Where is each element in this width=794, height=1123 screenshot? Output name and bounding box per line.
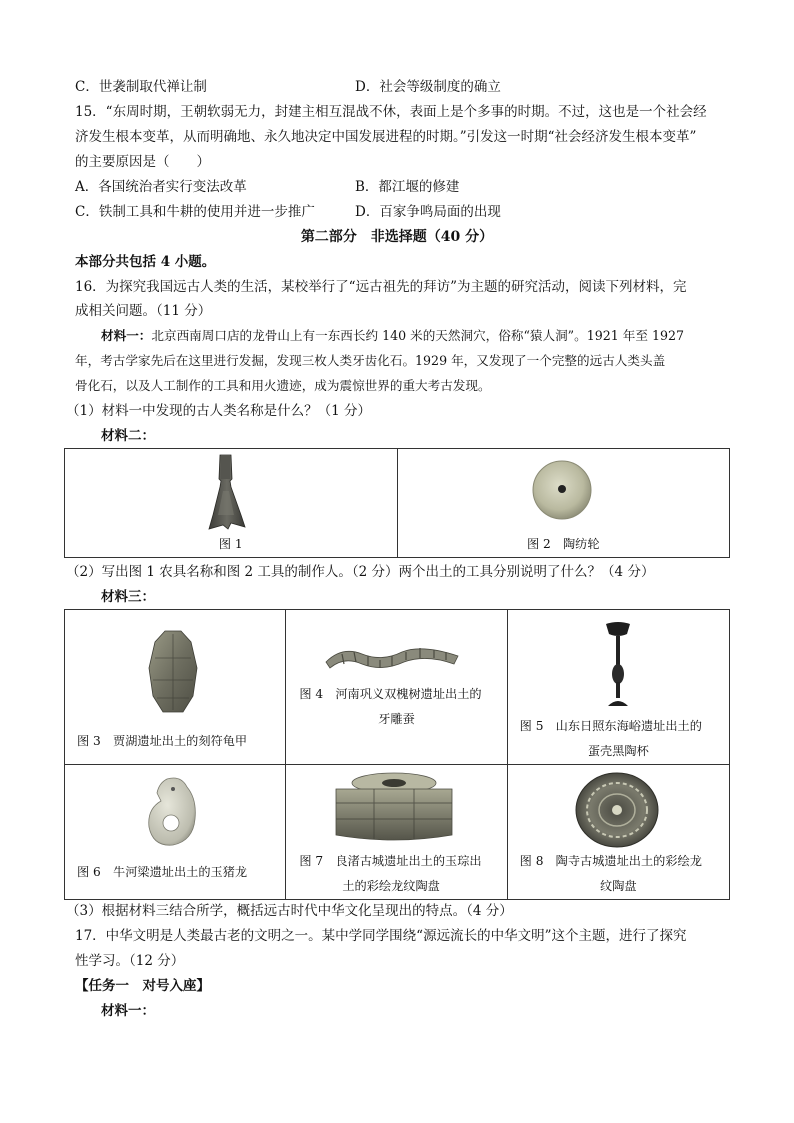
q15-option-d: D．百家争鸣局面的出现 [355, 204, 501, 220]
figure8-caption-line1: 图 8 陶寺古城遗址出土的彩绘龙 [519, 854, 702, 868]
q15-option-c: C．铁制工具和牛耕的使用并进一步推广 [75, 204, 315, 220]
q14-option-c: C．世袭制取代禅让制 [75, 79, 207, 95]
ivory-silkworm-image [322, 640, 462, 674]
figure1-cell [65, 449, 398, 558]
q17-material1-label: 材料一： [101, 1003, 155, 1019]
q15-stem-line1: 15．“东周时期，王朝软弱无力，封建主相互混战不休，表面上是个多事的时期。不过，这也是一个社会经 [75, 104, 707, 120]
q15-option-a: A．各国统治者实行变法改革 [75, 179, 247, 195]
jade-cong-image [334, 769, 454, 845]
figure6-cell [65, 765, 286, 900]
q16-material1-line3: 骨化石，以及人工制作的工具和用火遗迹，成为震惊世界的重大考古发现。 [75, 378, 491, 393]
material3-figure-table [64, 609, 730, 900]
figure5-cell [507, 610, 729, 765]
q16-subquestion-1: （1）材料一中发现的古人类名称是什么？（1 分） [66, 403, 371, 419]
material3-label: 材料三： [101, 589, 155, 605]
figure5-caption-line2: 蛋壳黑陶杯 [587, 744, 649, 758]
part2-intro: 本部分共包括 4 小题。 [75, 254, 216, 270]
material2-figure-table [64, 448, 730, 558]
q17-stem-line1: 17．中华文明是人类最古老的文明之一。某中学同学围绕“源远流长的中华文明”这个主题，进行了探究 [75, 928, 687, 944]
figure3-cell [65, 610, 286, 765]
part2-title: 第二部分 非选择题（40 分） [300, 229, 494, 245]
q16-subquestion-3: （3）根据材料三结合所学，概括远古时代中华文化呈现出的特点。（4 分） [66, 903, 513, 919]
figure7-caption-line2: 土的彩绘龙纹陶盘 [342, 879, 440, 893]
q17-stem-line2: 性学习。（12 分） [75, 953, 185, 969]
inscribed-turtle-shell-image [145, 628, 201, 716]
pottery-spindle-whorl-image [530, 458, 594, 522]
figure2-cell [397, 449, 730, 558]
bronze-spade-image [201, 453, 251, 533]
figure7-caption-line1: 图 7 良渚古城遗址出土的玉琮出 [299, 854, 482, 868]
q16-material1-line2: 年，考古学家先后在这里进行发掘，发现三枚人类牙齿化石。1929 年，又发现了一个完整的远古人类头盖 [75, 353, 666, 368]
eggshell-black-pottery-cup-image [605, 620, 631, 708]
material1-label: 材料一： [101, 328, 152, 343]
figure4-caption-line2: 牙雕蚕 [378, 712, 415, 726]
q16-stem-line1: 16．为探究我国远古人类的生活，某校举行了“远古祖先的拜访”为主题的研究活动，阅读下列材料，完 [75, 279, 687, 295]
figure4-caption-line1: 图 4 河南巩义双槐树遗址出土的 [299, 687, 482, 701]
q15-stem-line2: 济发生根本变革，从而明确地、永久地决定中国发展进程的时期。”引发这一时期“社会经济发生根本变革” [75, 129, 697, 145]
q16-subquestion-2: （2）写出图 1 农具名称和图 2 工具的制作人。（2 分）两个出土的工具分别说明了什么？（4 分） [66, 564, 655, 580]
q17-task1-heading: 【任务一 对号入座】 [75, 978, 210, 994]
figure8-caption-line2: 纹陶盘 [600, 879, 637, 893]
figure8-cell [507, 765, 729, 900]
q15-option-b: B．都江堰的修建 [355, 179, 460, 195]
figure3-caption: 图 3 贾湖遗址出土的刻符龟甲 [77, 734, 248, 748]
q16-stem-line2: 成相关问题。（11 分） [75, 303, 212, 319]
figure2-caption: 图 2 陶纺轮 [526, 537, 600, 551]
material2-label: 材料二： [101, 428, 155, 444]
q16-material1-line1 [101, 327, 684, 345]
figure6-caption: 图 6 牛河梁遗址出土的玉猪龙 [77, 865, 248, 879]
q14-option-d: D．社会等级制度的确立 [355, 79, 501, 95]
figure1-caption: 图 1 [218, 537, 243, 551]
material1-text1: 北京西南周口店的龙骨山上有一东西长约 140 米的天然洞穴，俗称“猿人洞”。1921 年至 1927 [151, 328, 684, 343]
figure5-caption-line1: 图 5 山东日照东海峪遗址出土的 [519, 719, 702, 733]
jade-pig-dragon-image [143, 775, 203, 849]
figure7-cell [286, 765, 507, 900]
q15-stem-line3: 的主要原因是（ ） [75, 154, 210, 170]
painted-dragon-plate-image [574, 771, 660, 849]
figure4-cell [286, 610, 507, 765]
